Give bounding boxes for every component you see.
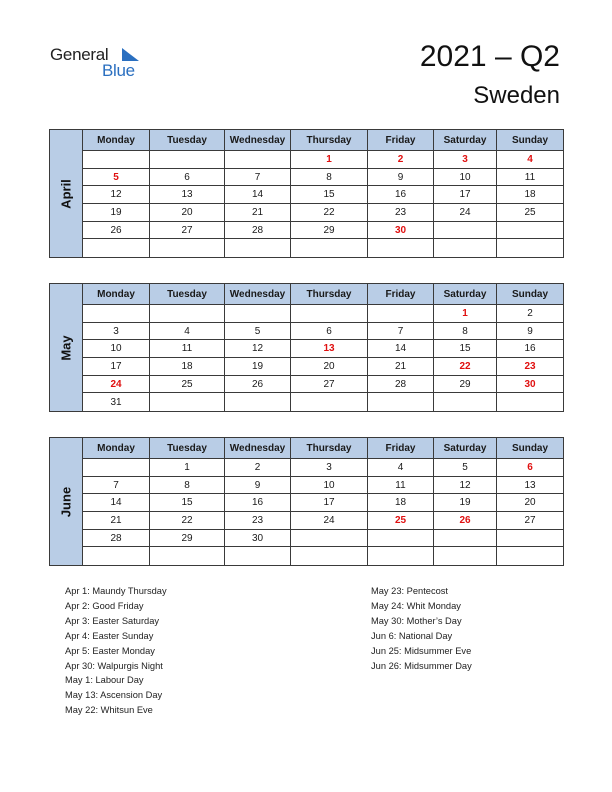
calendar-grid: [83, 130, 563, 257]
day-cell: 7: [368, 323, 434, 341]
day-cell: 22: [291, 204, 368, 222]
day-cell: 13: [150, 186, 225, 204]
holiday-note: May 13: Ascension Day: [65, 690, 163, 701]
weekday-header: Wednesday: [225, 284, 291, 305]
empty-cell: [225, 305, 291, 323]
weekday-header: Thursday: [291, 130, 368, 151]
day-cell: 16: [225, 494, 291, 512]
day-cell: 3: [291, 459, 368, 477]
day-cell: 23: [225, 512, 291, 530]
day-cell: 13: [497, 477, 563, 495]
empty-cell: [225, 151, 291, 169]
brand-triangle-icon: [120, 47, 140, 63]
day-cell: 4: [150, 323, 225, 341]
day-cell: 6: [291, 323, 368, 341]
day-cell: 14: [368, 340, 434, 358]
day-cell: 11: [368, 477, 434, 495]
weekday-header: Thursday: [291, 438, 368, 459]
day-cell: 20: [150, 204, 225, 222]
day-cell: 17: [83, 358, 150, 376]
day-cell: 14: [225, 186, 291, 204]
weekday-header: Tuesday: [150, 438, 225, 459]
day-cell: 25: [368, 512, 434, 530]
brand-word-blue: Blue: [102, 61, 135, 80]
day-cell: 26: [434, 512, 497, 530]
day-cell: 18: [497, 186, 563, 204]
day-cell: 24: [291, 512, 368, 530]
empty-cell: [225, 393, 291, 411]
day-cell: 17: [434, 186, 497, 204]
day-cell: 30: [497, 376, 563, 394]
empty-cell: [368, 530, 434, 548]
month-label-cell: [50, 284, 83, 411]
weekday-header: Sunday: [497, 130, 563, 151]
day-cell: 29: [291, 222, 368, 240]
day-cell: 5: [225, 323, 291, 341]
day-cell: 5: [83, 169, 150, 187]
page-title: 2021 – Q2: [419, 40, 560, 73]
day-cell: 21: [368, 358, 434, 376]
holiday-note: May 22: Whitsun Eve: [65, 705, 153, 716]
calendar-grid: [83, 284, 563, 411]
day-cell: 27: [497, 512, 563, 530]
empty-cell: [434, 239, 497, 257]
day-cell: 2: [368, 151, 434, 169]
day-cell: 10: [434, 169, 497, 187]
weekday-header: Monday: [83, 438, 150, 459]
empty-cell: [434, 393, 497, 411]
day-cell: 30: [225, 530, 291, 548]
day-cell: 6: [150, 169, 225, 187]
day-cell: 4: [368, 459, 434, 477]
month-label-cell: [50, 438, 83, 565]
empty-cell: [497, 547, 563, 565]
empty-cell: [291, 239, 368, 257]
day-cell: 18: [368, 494, 434, 512]
empty-cell: [225, 547, 291, 565]
day-cell: 30: [368, 222, 434, 240]
day-cell: 20: [497, 494, 563, 512]
day-cell: 11: [150, 340, 225, 358]
day-cell: 5: [434, 459, 497, 477]
brand-logo: [50, 45, 150, 85]
holiday-note: Apr 30: Walpurgis Night: [65, 660, 163, 671]
weekday-header: Tuesday: [150, 284, 225, 305]
weekday-header: Sunday: [497, 284, 563, 305]
holiday-note: Apr 2: Good Friday: [65, 600, 144, 611]
day-cell: 16: [368, 186, 434, 204]
day-cell: 16: [497, 340, 563, 358]
day-cell: 4: [497, 151, 563, 169]
month-label: April: [58, 178, 74, 209]
day-cell: 28: [368, 376, 434, 394]
day-cell: 29: [150, 530, 225, 548]
weekday-header: Thursday: [291, 284, 368, 305]
day-cell: 19: [434, 494, 497, 512]
day-cell: 8: [434, 323, 497, 341]
empty-cell: [368, 239, 434, 257]
day-cell: 2: [497, 305, 563, 323]
empty-cell: [497, 393, 563, 411]
day-cell: 27: [150, 222, 225, 240]
day-cell: 22: [434, 358, 497, 376]
empty-cell: [83, 459, 150, 477]
day-cell: 21: [225, 204, 291, 222]
day-cell: 9: [225, 477, 291, 495]
weekday-header: Monday: [83, 130, 150, 151]
empty-cell: [83, 305, 150, 323]
day-cell: 12: [225, 340, 291, 358]
holiday-note: Jun 6: National Day: [371, 630, 453, 641]
empty-cell: [291, 547, 368, 565]
weekday-header: Saturday: [434, 438, 497, 459]
weekday-header: Tuesday: [150, 130, 225, 151]
day-cell: 12: [83, 186, 150, 204]
day-cell: 25: [497, 204, 563, 222]
empty-cell: [497, 530, 563, 548]
day-cell: 8: [150, 477, 225, 495]
day-cell: 21: [83, 512, 150, 530]
empty-cell: [150, 393, 225, 411]
day-cell: 15: [291, 186, 368, 204]
empty-cell: [225, 239, 291, 257]
weekday-header: Friday: [368, 284, 434, 305]
empty-cell: [368, 305, 434, 323]
month-label-cell: [50, 130, 83, 257]
holiday-note: May 23: Pentecost: [371, 586, 448, 596]
day-cell: 8: [291, 169, 368, 187]
day-cell: 10: [291, 477, 368, 495]
day-cell: 22: [150, 512, 225, 530]
day-cell: 18: [150, 358, 225, 376]
holiday-note: May 30: Mother’s Day: [371, 615, 462, 626]
month-label: June: [58, 486, 74, 517]
empty-cell: [368, 547, 434, 565]
day-cell: 20: [291, 358, 368, 376]
day-cell: 11: [497, 169, 563, 187]
day-cell: 23: [497, 358, 563, 376]
day-cell: 28: [83, 530, 150, 548]
empty-cell: [291, 393, 368, 411]
day-cell: 17: [291, 494, 368, 512]
weekday-header: Friday: [368, 130, 434, 151]
day-cell: 28: [225, 222, 291, 240]
day-cell: 1: [291, 151, 368, 169]
weekday-header: Wednesday: [225, 438, 291, 459]
month-may: [49, 283, 564, 412]
empty-cell: [150, 547, 225, 565]
day-cell: 1: [150, 459, 225, 477]
weekday-header: Friday: [368, 438, 434, 459]
holiday-note: Jun 25: Midsummer Eve: [371, 645, 472, 656]
month-april: [49, 129, 564, 258]
holiday-notes-left: [65, 584, 167, 718]
empty-cell: [497, 239, 563, 257]
empty-cell: [434, 530, 497, 548]
day-cell: 23: [368, 204, 434, 222]
day-cell: 2: [225, 459, 291, 477]
empty-cell: [434, 547, 497, 565]
day-cell: 6: [497, 459, 563, 477]
empty-cell: [368, 393, 434, 411]
holiday-note: May 1: Labour Day: [65, 675, 144, 686]
empty-cell: [291, 530, 368, 548]
holiday-note: Apr 1: Maundy Thursday: [65, 586, 167, 596]
day-cell: 26: [83, 222, 150, 240]
holiday-note: Apr 4: Easter Sunday: [65, 630, 154, 641]
day-cell: 1: [434, 305, 497, 323]
empty-cell: [83, 547, 150, 565]
weekday-header: Saturday: [434, 284, 497, 305]
country-name: Sweden: [473, 82, 560, 109]
empty-cell: [83, 239, 150, 257]
day-cell: 10: [83, 340, 150, 358]
day-cell: 7: [225, 169, 291, 187]
day-cell: 12: [434, 477, 497, 495]
holiday-note: May 24: Whit Monday: [371, 600, 461, 611]
month-june: [49, 437, 564, 566]
empty-cell: [83, 151, 150, 169]
empty-cell: [291, 305, 368, 323]
day-cell: 13: [291, 340, 368, 358]
weekday-header: Wednesday: [225, 130, 291, 151]
day-cell: 14: [83, 494, 150, 512]
holiday-note: Apr 3: Easter Saturday: [65, 615, 160, 626]
day-cell: 15: [150, 494, 225, 512]
empty-cell: [150, 151, 225, 169]
day-cell: 27: [291, 376, 368, 394]
day-cell: 15: [434, 340, 497, 358]
weekday-header: Saturday: [434, 130, 497, 151]
day-cell: 9: [368, 169, 434, 187]
calendar-grid: [83, 438, 563, 565]
day-cell: 19: [83, 204, 150, 222]
empty-cell: [434, 222, 497, 240]
empty-cell: [150, 305, 225, 323]
day-cell: 25: [150, 376, 225, 394]
day-cell: 24: [434, 204, 497, 222]
weekday-header: Sunday: [497, 438, 563, 459]
day-cell: 19: [225, 358, 291, 376]
empty-cell: [150, 239, 225, 257]
empty-cell: [497, 222, 563, 240]
day-cell: 26: [225, 376, 291, 394]
month-label: May: [58, 334, 74, 361]
holiday-note: Jun 26: Midsummer Day: [371, 660, 472, 671]
day-cell: 29: [434, 376, 497, 394]
brand-word-general: General: [50, 45, 109, 64]
day-cell: 7: [83, 477, 150, 495]
day-cell: 3: [83, 323, 150, 341]
day-cell: 31: [83, 393, 150, 411]
day-cell: 24: [83, 376, 150, 394]
holiday-note: Apr 5: Easter Monday: [65, 645, 155, 656]
holiday-notes-right: [371, 584, 472, 673]
day-cell: 9: [497, 323, 563, 341]
day-cell: 3: [434, 151, 497, 169]
weekday-header: Monday: [83, 284, 150, 305]
